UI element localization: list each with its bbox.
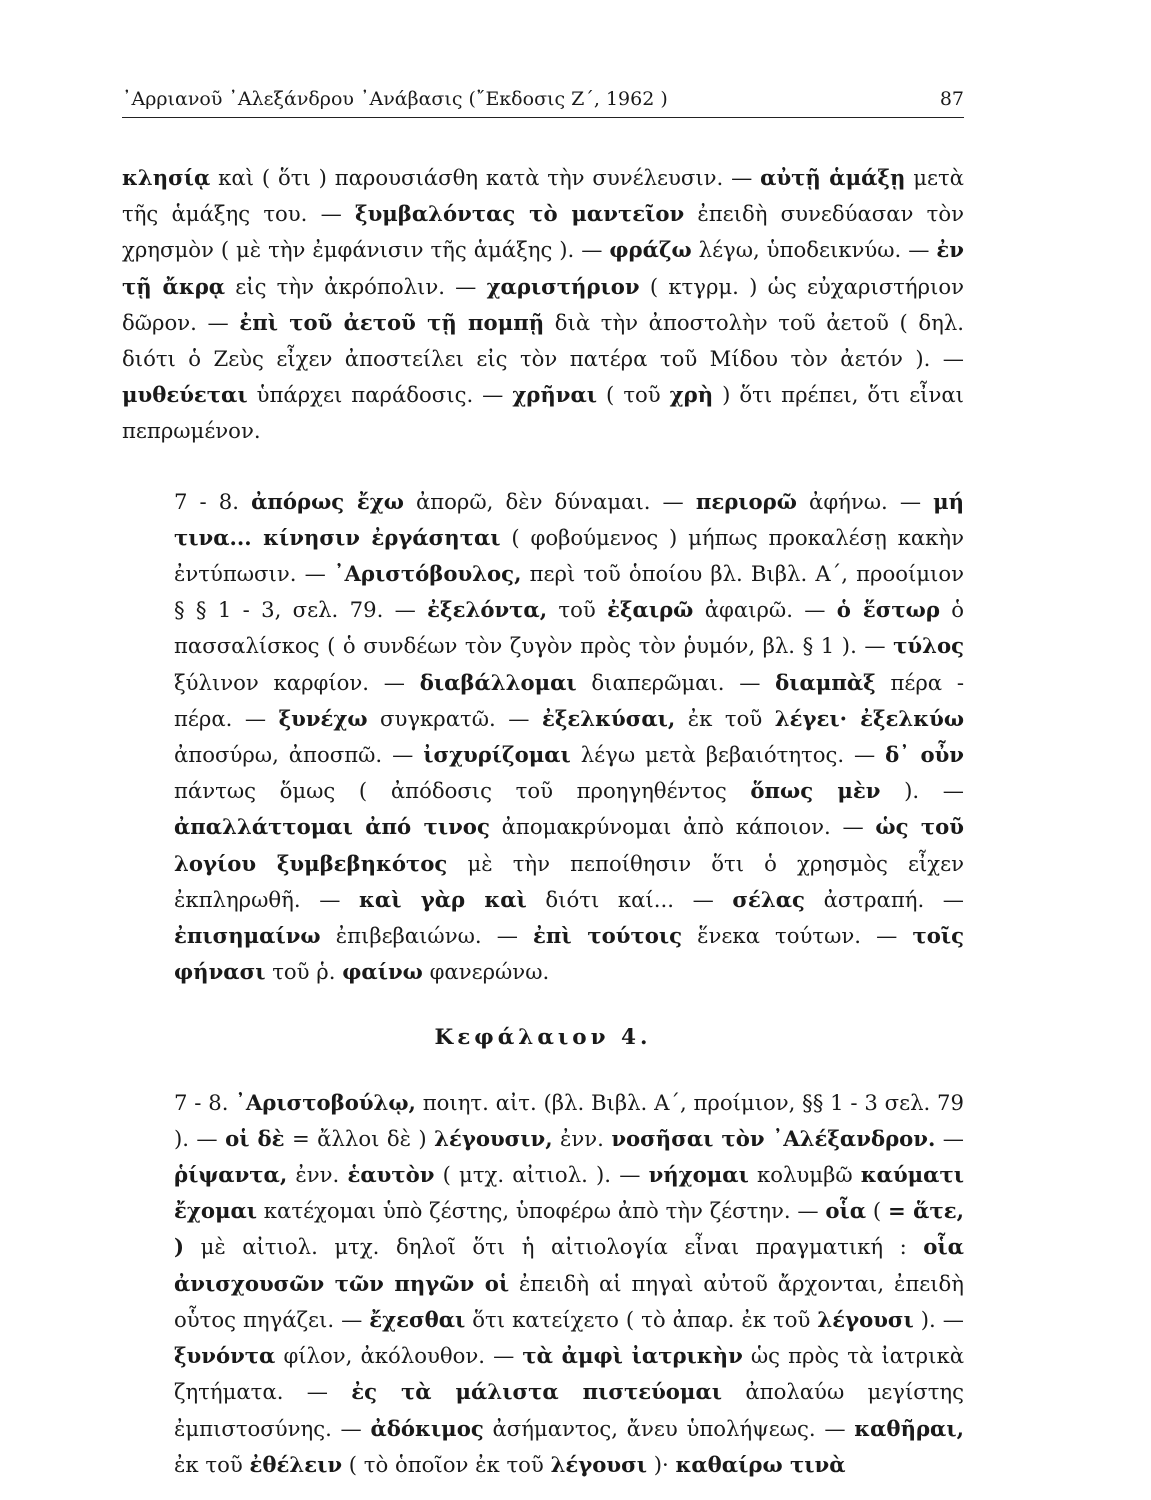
gloss-text: 7 - 8. — [174, 1089, 236, 1115]
gloss-text: φανερώνω. — [422, 959, 550, 985]
lemma-term: ἐθέλειν — [249, 1451, 343, 1477]
gloss-text: ἐνν. — [552, 1125, 612, 1151]
lemma-term: ῥίψαντα, — [174, 1162, 288, 1188]
gloss-text: )· — [647, 1451, 676, 1477]
gloss-text: ἀποσύρω, ἀποσπῶ. — — [174, 742, 424, 768]
lemma-term: αὐτῇ ἁμάξῃ — [760, 165, 906, 190]
lemma-term: ἐς τὰ μάλιστα πιστεύομαι — [351, 1379, 723, 1405]
header-title: ᾽Αρριανοῦ ᾽Αλεξάνδρου ᾽Ανάβασις (῎Εκδοσις Ζ΄, 1962 ) — [122, 88, 668, 110]
lemma-term: καθαίρω τινὰ — [675, 1451, 846, 1477]
gloss-text: ( κτγρμ. ) ὡς εὐχαριστήριον δῶρον. — — [122, 273, 964, 335]
gloss-text: ξύλινον καρφίον. — — [174, 669, 420, 695]
gloss-text: τοῦ ῥ. — [265, 959, 343, 985]
gloss-text: ( μτχ. αἰτιολ. ). — — [434, 1162, 649, 1188]
paragraph-7-8-b — [122, 1085, 964, 1483]
gloss-text: ἐπειδὴ αἱ πηγαὶ αὐτοῦ ἄρχονται, ἐπειδὴ οὗτος πηγάζει. — — [174, 1270, 964, 1332]
gloss-text: ποιητ. αἰτ. (βλ. Βιβλ. Α΄, προίμιον, §§ 1 - 3 σελ. 79 ). — — [174, 1089, 965, 1151]
gloss-text: ἐνν. — [287, 1162, 348, 1188]
gloss-text: εἰς τὴν ἀκρόπολιν. — — [225, 273, 487, 299]
lemma-term: ᾽Αριστόβουλος, — [333, 561, 522, 587]
lemma-term: ὅπως μὲν — [750, 778, 881, 804]
lemma-term: μυθεύεται — [122, 382, 248, 408]
gloss-text: ). — — [913, 1306, 964, 1332]
lemma-term: φράζω — [609, 237, 692, 263]
paragraph-7-8-a — [122, 484, 964, 991]
lemma-term: ᾽Αριστοβούλῳ, — [235, 1089, 416, 1115]
gloss-text: καὶ ( ὅτι ) παρουσιάσθη κατὰ τὴν συνέλευσιν. — — [210, 165, 761, 190]
lemma-term: ἀπαλλάττομαι ἀπό τινος — [174, 814, 490, 840]
lemma-term: ἀπόρως ἔχω — [251, 488, 404, 514]
gloss-text: λέγω, ὑποδεικνύω. — — [691, 237, 937, 263]
gloss-text: ἀπομακρύνομαι ἀπὸ κάποιον. — — [489, 814, 876, 840]
gloss-text: μὲ αἰτιολ. μτχ. δηλοῖ ὅτι ἡ αἰτιολογία εἶναι πραγματική : — [184, 1234, 924, 1260]
gloss-text: ) ὅτι πρέπει, ὅτι εἶναι πεπρωμένον. — [122, 382, 964, 444]
lemma-term: ἐπὶ τούτοις — [533, 923, 683, 949]
gloss-text: ἀπολαύω μεγίστης ἐμπιστοσύνης. — — [174, 1379, 964, 1441]
gloss-text: ἐπιβεβαιώνω. — — [320, 923, 534, 949]
gloss-text: φίλον, ἀκόλουθον. — — [275, 1343, 523, 1369]
gloss-text: μὲ τὴν πεποίθησιν ὅτι ὁ χρησμὸς εἶχεν ἐκπληρωθῆ. — — [174, 850, 964, 912]
gloss-text: ἀπορῶ, δὲν δύναμαι. — — [403, 488, 696, 514]
lemma-term: ἰσχυρίζομαι — [423, 742, 571, 768]
lemma-term: λέγουσι — [817, 1306, 914, 1332]
gloss-text: διότι καί... — — [526, 886, 733, 912]
lemma-term: λέγει· ἐξελκύω — [774, 705, 965, 731]
lemma-term: οἷα — [825, 1198, 867, 1224]
lemma-term: ἀδόκιμος — [370, 1415, 484, 1441]
lemma-term: ὁ ἕστωρ — [836, 597, 940, 623]
lemma-term: μή τινα... κίνησιν ἐργάσηται — [174, 488, 964, 550]
commentary-text — [122, 160, 964, 1483]
gloss-text: ). — — [880, 778, 964, 804]
gloss-text: λέγω μετὰ βεβαιότητος. — — [570, 742, 886, 768]
gloss-text: ὅτι κατείχετο ( τὸ ἀπαρ. ἐκ τοῦ — [465, 1306, 818, 1332]
lemma-term: χρὴ — [669, 382, 714, 408]
gloss-text: ὁ πασσαλίσκος ( ὁ συνδέων τὸν ζυγὸν πρὸς τὸν ῥυμόν, βλ. § 1 ). — — [174, 597, 964, 659]
gloss-text: ἀστραπή. — — [804, 886, 964, 912]
lemma-term: λέγουσιν, — [434, 1125, 553, 1151]
lemma-term: ξυνέχω — [278, 705, 368, 731]
lemma-term: λέγουσι — [550, 1451, 647, 1477]
lemma-term: ἐν τῇ ἄκρᾳ — [122, 237, 964, 299]
lemma-term: τοῖς φήνασι — [174, 923, 964, 985]
gloss-text: ( — [866, 1198, 888, 1224]
gloss-text: διαπερῶμαι. — — [576, 669, 776, 695]
lemma-term: διαμπὰξ — [775, 669, 876, 695]
gloss-text: συγκρατῶ. — — [367, 705, 542, 731]
lemma-term: οἱ δὲ — [225, 1125, 285, 1151]
gloss-text: ὑπάρχει παράδοσις. — — [247, 382, 513, 408]
gloss-text: ἐκ τοῦ — [174, 1451, 250, 1477]
lemma-term: ἑαυτὸν — [347, 1162, 435, 1188]
page-number: 87 — [939, 88, 964, 110]
lemma-term: τύλος — [893, 633, 964, 659]
lemma-term: δ᾽ οὖν — [885, 742, 964, 768]
running-header — [122, 88, 964, 118]
lemma-term: τὰ ἀμφὶ ἰατρικὴν — [522, 1343, 743, 1369]
gloss-text: — — [935, 1125, 964, 1151]
lemma-term: σέλας — [732, 886, 805, 912]
lemma-term: κλησίᾳ — [122, 165, 211, 190]
lemma-term: οἷα ἀνισχουσῶν τῶν πηγῶν οἱ — [174, 1234, 964, 1296]
lemma-term: φαίνω — [342, 959, 423, 985]
lemma-term: ἔχεσθαι — [369, 1306, 466, 1332]
gloss-text: ἀσήμαντος, ἄνευ ὑπολήψεως. — — [483, 1415, 855, 1441]
lemma-term: ἐξαιρῶ — [607, 597, 694, 623]
lemma-term: ἐπὶ τοῦ ἀετοῦ τῇ πομπῇ — [239, 309, 545, 335]
lemma-term: ἐξελόντα, — [427, 597, 548, 623]
lemma-term: ὡς τοῦ λογίου ξυμβεβηκότος — [174, 814, 964, 876]
gloss-text: ἐπειδὴ συνεδύασαν τὸν χρησμὸν ( μὲ τὴν ἐμφάνισιν τῆς ἁμάξης ). — — [122, 201, 964, 263]
gloss-text: κατέχομαι ὑπὸ ζέστης, ὑποφέρω ἀπὸ τὴν ζέστην. — — [257, 1198, 826, 1224]
gloss-text: πέρα - πέρα. — — [174, 669, 964, 731]
lemma-term: ξυνόντα — [174, 1343, 276, 1369]
lemma-term: χαριστήριον — [486, 273, 640, 299]
gloss-text: 7 - 8. — [174, 488, 252, 514]
lemma-term: καθῆραι, — [854, 1415, 964, 1441]
lemma-term: = ἅτε, ) — [174, 1198, 964, 1260]
lemma-term: ἐξελκύσαι, — [541, 705, 676, 731]
gloss-text: ὡς πρὸς τὰ ἰατρικὰ ζητήματα. — — [174, 1343, 964, 1405]
lemma-term: νήχομαι — [648, 1162, 749, 1188]
gloss-text: περὶ τοῦ ὁποίου βλ. Βιβλ. Α΄, προοίμιον § § 1 - 3, σελ. 79. — — [174, 561, 964, 623]
lemma-term: ξυμβαλόντας τὸ μαντεῖον — [355, 201, 685, 227]
lemma-term: περιορῶ — [695, 488, 797, 514]
gloss-text: = ἄλλοι δὲ ) — [284, 1125, 435, 1151]
lemma-term: χρῆναι — [512, 382, 598, 408]
gloss-text: ἕνεκα τούτων. — — [682, 923, 913, 949]
lemma-term: καὶ γὰρ καὶ — [359, 886, 527, 912]
lemma-term: νοσῆσαι τὸν ᾽Αλέξανδρον. — [611, 1125, 936, 1151]
gloss-text: ( τοῦ — [597, 382, 670, 408]
gloss-text: διὰ τὴν ἀποστολὴν τοῦ ἀετοῦ ( δηλ. διότι ὁ Ζεὺς εἶχεν ἀποστείλει εἰς τὸν πατέρα τοῦ Μίδου τὸν ἀετόν ). — — [122, 309, 964, 372]
gloss-text: πάντως ὅμως ( ἀπόδοσις τοῦ προηγηθέντος — [174, 778, 751, 804]
gloss-text: ἀφήνω. — — [796, 488, 934, 514]
gloss-text: κολυμβῶ — [748, 1162, 861, 1188]
gloss-text: τοῦ — [547, 597, 608, 623]
gloss-text: ἐκ τοῦ — [675, 705, 775, 731]
lemma-term: ἐπισημαίνω — [174, 923, 321, 949]
lemma-term: διαβάλλομαι — [419, 669, 577, 695]
gloss-text: μετὰ τῆς ἁμάξης του. — — [122, 165, 964, 227]
gloss-text: ( φοβούμενος ) μήπως προκαλέσῃ κακὴν ἐντύπωσιν. — — [174, 524, 964, 587]
lemma-term: καύματι ἔχομαι — [174, 1162, 964, 1224]
gloss-text: ἀφαιρῶ. — — [693, 597, 837, 623]
gloss-text: ( τὸ ὁποῖον ἐκ τοῦ — [342, 1451, 551, 1477]
paragraph-continuation — [122, 160, 964, 450]
chapter-heading: Κεφάλαιον 4. — [434, 1025, 652, 1051]
